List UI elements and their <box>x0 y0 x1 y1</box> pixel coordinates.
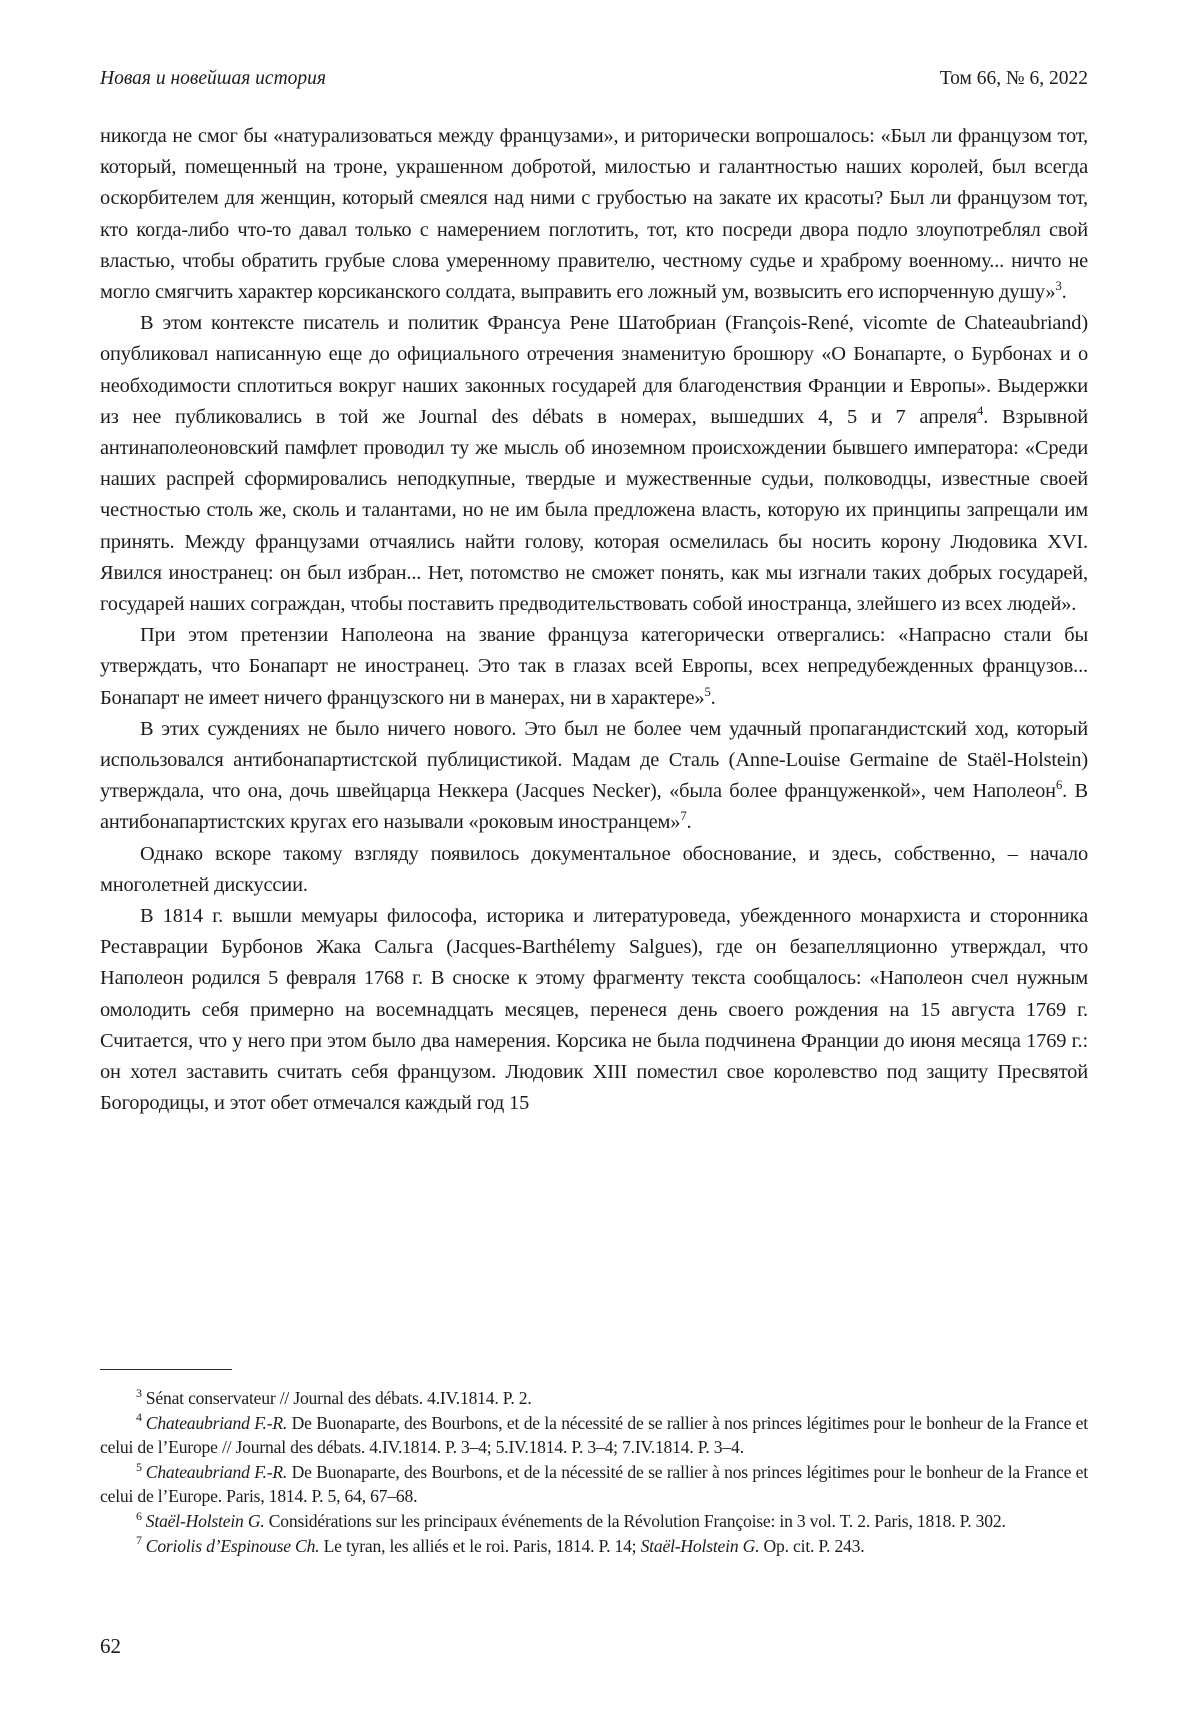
paragraph <box>100 901 1088 1119</box>
paragraph-text: При этом претензии Наполеона на звание француза категорически отвергались: «Напрасно стали бы утверждать, что Бонапарт не иностранец. Это так в глазах всей Европы, всех непредубежденных французов... Бонапарт не имеет ничего французского ни в манерах, ни в характере» <box>100 624 1088 709</box>
footnote-separator <box>100 1369 232 1370</box>
page-number: 62 <box>100 1634 121 1658</box>
footnote-author: Staël-Holstein G. <box>145 1510 265 1531</box>
footnote-author: Staël-Holstein G. <box>640 1535 760 1556</box>
paragraph-text: никогда не смог бы «натурализоваться между французами», и риторически вопрошалось: «Был ли французом тот, который, помещенный на троне, украшенном добротой, милостью и галантностью наших королей, был всегда оскорбителем для женщин, который смеялся над ними с грубостью на закате их красоты? Был ли французом тот, кто когда-либо что-то давал только с намерением поглотить, тот, кто посреди двора подло злоупотреблял свой властью, чтобы обратить грубые слова умеренному правителю, честному судье и храброму военному... ничто не могло смягчить характер корсиканского солдата, выправить его ложный ум, возвысить его испорченную душу» <box>100 125 1088 304</box>
footnote-reference[interactable]: 7 <box>680 809 687 824</box>
footnote-number: 3 <box>136 1385 142 1400</box>
footnote <box>100 1386 1088 1411</box>
paragraph <box>100 121 1088 308</box>
paragraph-text: . В антибонапартистских кругах его называли «роковым иностранцем» <box>100 780 1088 834</box>
paragraph-text: . Взрывной антинаполеоновский памфлет проводил ту же мысль об иноземном происхождении бывшего императора: «Среди наших распрей сформировались неподкупные, твердые и мужественные судьи, полководцы, известные своей честностью столь же, сколь и талантами, но не им была предложена власть, которую их принципы запрещали им принять. Между французами отчаялись найти голову, которая осмелилась бы носить корону Людовика XVI. Явился иностранец: он был избран... Нет, потомство не сможет понять, как мы изгнали таких добрых государей, государей наших сограждан, чтобы поставить предводительствовать собой иностранца, злейшего из всех людей». <box>100 405 1088 616</box>
footnote-text: Sénat conservateur // Journal des débats. 4.IV.1814. P. 2. <box>145 1388 532 1408</box>
footnote-author: Chateaubriand F.-R. <box>145 1461 288 1482</box>
footnote-text: De Buonaparte, des Bourbons, et de la nécessité de se rallier à nos princes légitimes pour le bonheur de la France et celui de l’Europe. Paris, 1814. P. 5, 64, 67–68. <box>100 1461 1088 1507</box>
paragraph-text: . <box>710 686 716 709</box>
footnote-number: 6 <box>136 1508 142 1523</box>
journal-title: Новая и новейшая история <box>100 68 326 89</box>
footnote-text: De Buonaparte, des Bourbons, et de la nécessité de se rallier à nos princes légitimes pour le bonheur de la France et celui de l’Europe // Journal des débats. 4.IV.1814. P. 3–4; 5.IV.1814. P. 3–4; 7.IV.1814. P. 3–4. <box>100 1412 1088 1458</box>
footnote-text: Le tyran, les alliés et le roi. Paris, 1814. P. 14; <box>319 1535 641 1556</box>
footnote-reference[interactable]: 5 <box>704 684 711 699</box>
footnote-number: 4 <box>136 1410 142 1425</box>
footnote-number: 7 <box>136 1533 142 1548</box>
footnote-text: Considérations sur les principaux événements de la Révolution Françoise: in 3 vol. T. 2. Paris, 1818. P. 302. <box>264 1510 1006 1531</box>
paragraph-text: В этом контексте писатель и политик Франсуа Рене Шатобриан (François-René, vicomte de Chateaubriand) опубликовал написанную еще до официального отречения знаменитую брошюру «О Бонапарте, о Бурбонах и о необходимости сплотиться вокруг наших законных государей для благоденствия Франции и Европы». Выдержки из нее публиковались в той же Journal des débats в номерах, вышедших 4, 5 и 7 апреля <box>100 312 1088 428</box>
paragraph <box>100 308 1088 620</box>
footnote <box>100 1411 1088 1460</box>
paragraph <box>100 714 1088 839</box>
main-text <box>100 121 1088 1120</box>
paragraph-text: В 1814 г. вышли мемуары философа, историка и литературоведа, убежденного монархиста и сторонника Реставрации Бурбонов Жака Сальга (Jacques-Barthélemy Salgues), где он безапелляционно утверждал, что Наполеон родился 5 февраля 1768 г. В сноске к этому фрагменту текста сообщалось: «Наполеон счел нужным омолодить себя примерно на восемнадцать месяцев, перенеся день своего рождения на 15 августа 1769 г. Считается, что у него при этом было два намерения. Корсика не была подчинена Франции до июня месяца 1769 г.: он хотел заставить считать себя французом. Людовик XIII поместил свое королевство под защиту Пресвятой Богородицы, и этот обет отмечался каждый год 15 <box>100 905 1088 1115</box>
footnote-text: Op. cit. P. 243. <box>759 1535 865 1556</box>
paragraph-text: Однако вскоре такому взгляду появилось документальное обоснование, и здесь, собственно, – начало многолетней дискуссии. <box>100 842 1088 896</box>
paragraph <box>100 620 1088 714</box>
paragraph-text: . <box>686 811 692 834</box>
paragraph <box>100 839 1088 901</box>
footnote-number: 5 <box>136 1459 142 1474</box>
footnote <box>100 1509 1088 1534</box>
footnotes <box>100 1386 1088 1558</box>
paragraph-text: . <box>1061 281 1067 304</box>
footnote-author: Coriolis d’Espinouse Ch. <box>145 1535 320 1556</box>
footnote <box>100 1460 1088 1509</box>
footnote-reference[interactable]: 3 <box>1055 279 1062 294</box>
issue-info: Том 66, № 6, 2022 <box>939 68 1088 89</box>
footnote-author: Chateaubriand F.-R. <box>145 1412 288 1433</box>
running-head <box>100 67 1088 91</box>
footnote-reference[interactable]: 6 <box>1055 778 1063 793</box>
footnote-reference[interactable]: 4 <box>977 404 984 418</box>
footnote <box>100 1534 1088 1559</box>
paragraph-text: В этих суждениях не было ничего нового. Это был не более чем удачный пропагандистский ход, который использовался антибонапартистской публицистикой. Мадам де Сталь (Anne-Louise Germaine de Staël-Holstein) утверждала, что она, дочь швейцарца Неккера (Jacques Necker), «была более француженкой», чем Наполеон <box>100 717 1088 803</box>
